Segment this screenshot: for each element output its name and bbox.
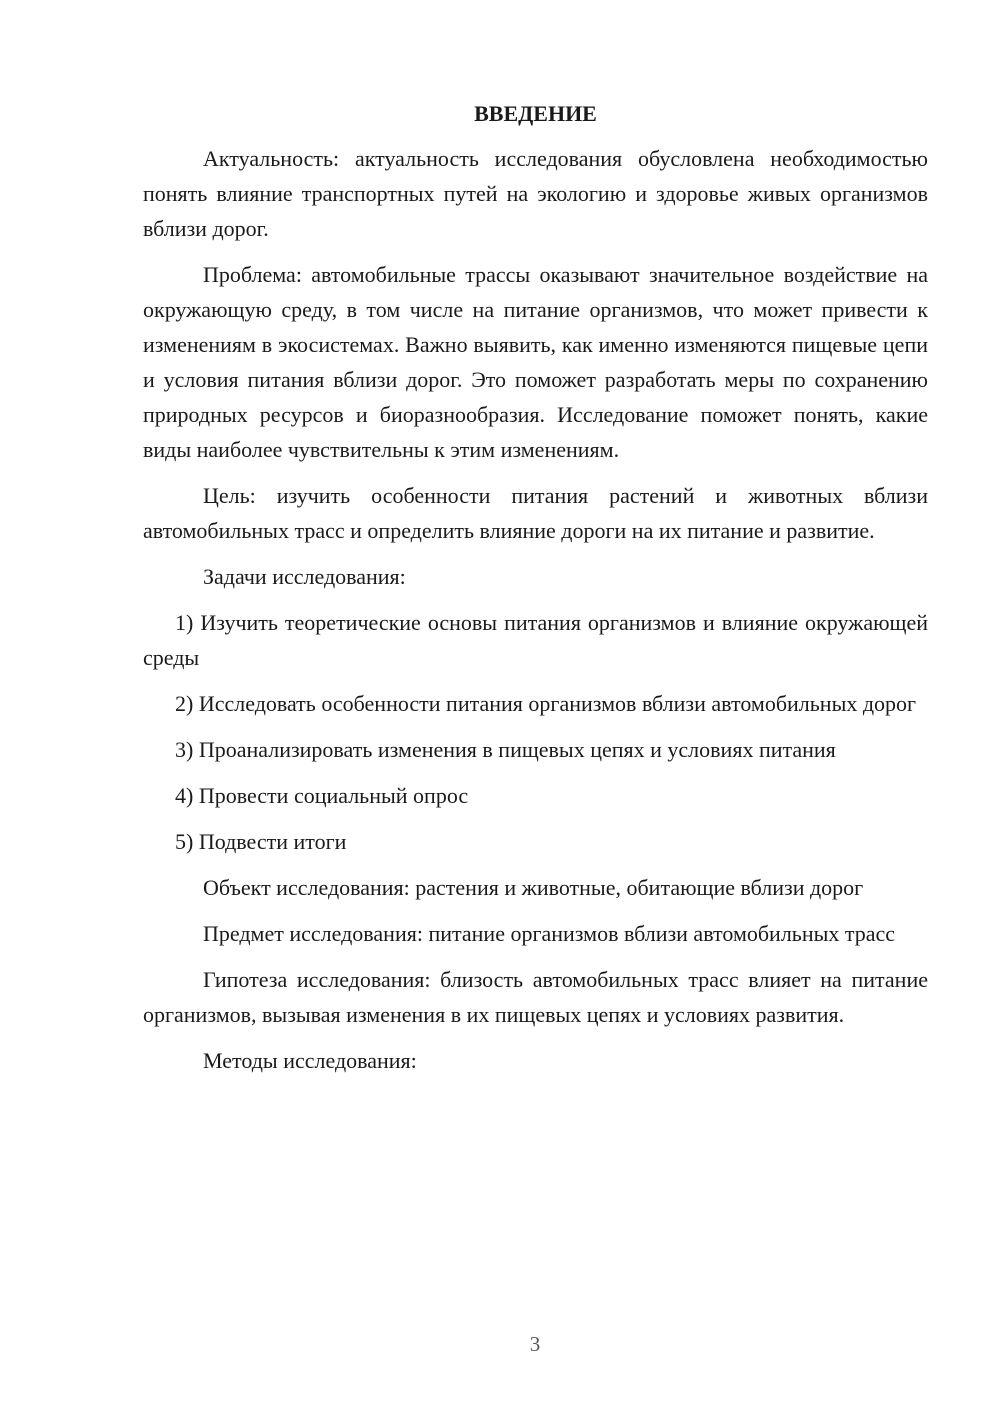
task-item-5: 5) Подвести итоги <box>175 829 347 854</box>
object-paragraph: Объект исследования: растения и животные, обитающие вблизи дорог <box>203 875 864 900</box>
methods-heading: Методы исследования: <box>203 1048 417 1073</box>
subject-paragraph: Предмет исследования: питание организмов вблизи автомобильных трасс <box>203 921 896 946</box>
task-item-3: 3) Проанализировать изменения в пищевых цепях и условиях питания <box>175 737 836 762</box>
hypothesis-paragraph: Гипотеза исследования: близость автомобильных трасс влияет на питание организмов, вызывая изменения в их пищевых цепях и условиях развития. <box>143 967 928 1027</box>
goal-paragraph: Цель: изучить особенности питания растений и животных вблизи автомобильных трасс и определить влияние дороги на их питание и развитие. <box>143 483 928 543</box>
problem-paragraph: Проблема: автомобильные трассы оказывают значительное воздействие на окружающую среду, в том числе на питание организмов, что может привести к изменениям в экосистемах. Важно выявить, как именно изменяются пищевые цепи и условия питания вблизи дорог. Это поможет разработать меры по сохранению природных ресурсов и биоразнообразия. Исследование поможет понять, какие виды наиболее чувствительны к этим изменениям. <box>143 262 928 462</box>
task-item-4: 4) Провести социальный опрос <box>175 783 469 808</box>
page-number: 3 <box>529 1332 541 1356</box>
relevance-paragraph: Актуальность: актуальность исследования обусловлена необходимостью понять влияние транспортных путей на экологию и здоровье живых организмов вблизи дорог. <box>143 146 928 241</box>
task-item-2: 2) Исследовать особенности питания организмов вблизи автомобильных дорог <box>175 691 917 716</box>
section-title: ВВЕДЕНИЕ <box>474 101 597 126</box>
task-item-1: 1) Изучить теоретические основы питания организмов и влияние окружающей среды <box>143 610 928 670</box>
document-page <box>143 96 928 1089</box>
tasks-heading: Задачи исследования: <box>203 564 406 589</box>
